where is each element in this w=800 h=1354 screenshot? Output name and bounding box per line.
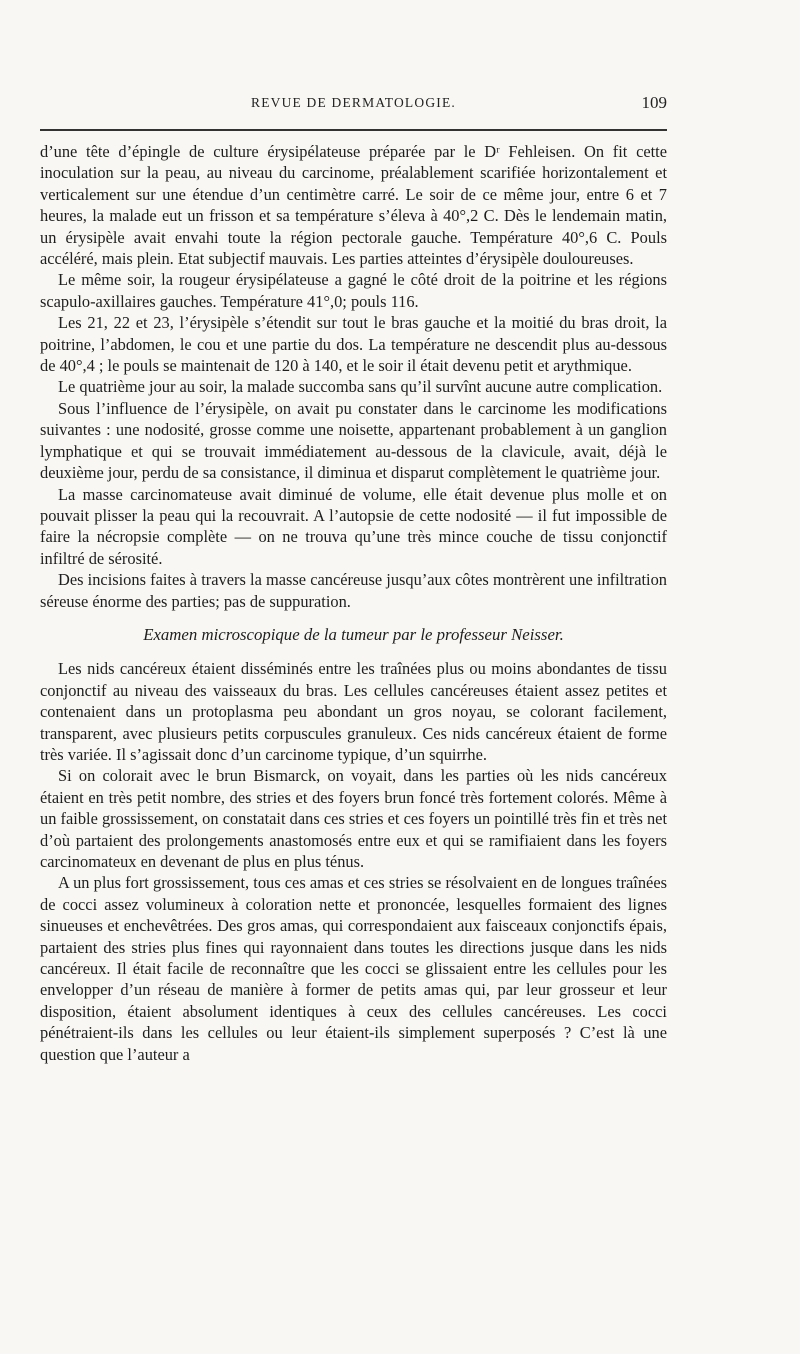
paragraph: Le quatrième jour au soir, la malade succomba sans qu’il survînt aucune autre complication. xyxy=(58,377,663,397)
paragraph: A un plus fort grossissement, tous ces amas et ces stries se résolvaient en de longues traînées de cocci assez volumineux à coloration nette et prononcée, lesquelles formaient des lignes sinueuses et enchevêtrées. Des gros amas, qui correspondaient aux faisceaux conjonctifs épais, partaient des stries plus fines qui rayonnaient dans toutes les directions jusque dans les nids cancéreux. Il était facile de reconnaître que les cocci se glissaient entre les cellules pour les envelopper d’un réseau de manière à former de petits amas qui, par leur grosseur et leur disposition, étaient absolument identiques à ceux des cellules cancéreuses. Les cocci pénétraient-ils dans les cellules ou leur étaient-ils simplement superposés ? C’est là une question que l’auteur a xyxy=(40,873,667,1064)
page-number: 109 xyxy=(641,93,667,112)
paragraph: Les 21, 22 et 23, l’érysipèle s’étendit sur tout le bras gauche et la moitié du bras droit, la poitrine, l’abdomen, le cou et une partie du dos. La température ne descendit plus au-dessous de 40°,4 ; le pouls se maintenait de 120 à 140, et le soir il était devenu petit et arythmique. xyxy=(40,313,667,376)
section-heading: Examen microscopique de la tumeur par le professeur Neisser. xyxy=(143,624,564,644)
paragraph: d’une tête d’épingle de culture érysipélateuse préparée par le Dʳ Fehleisen. On fit cette inoculation sur la peau, au niveau du carcinome, préalablement scarifiée horizontalement et verticalement sur une étendue d’un centimètre carré. Le soir de ce même jour, entre 6 et 7 heures, la malade eut un frisson et sa température s’éleva à 40°,2 C. Dès le lendemain matin, un érysipèle avait envahi toute la région pectorale gauche. Température 40°,6 C. Pouls accéléré, mais plein. Etat subjectif mauvais. Les parties atteintes d’érysipèle douloureuses. xyxy=(40,142,667,269)
running-header xyxy=(40,93,667,117)
body-text xyxy=(40,141,667,1065)
paragraph: Le même soir, la rougeur érysipélateuse a gagné le côté droit de la poitrine et les régions scapulo-axillaires gauches. Température 41°,0; pouls 116. xyxy=(40,270,667,311)
paragraph: Sous l’influence de l’érysipèle, on avait pu constater dans le carcinome les modifications suivantes : une nodosité, grosse comme une noisette, appartenant probablement à un ganglion lymphatique et qui se trouvait immédiatement au-dessous de la clavicule, avait, déjà le deuxième jour, perdu de sa consistance, il diminua et disparut complètement le quatrième jour. xyxy=(40,398,667,483)
paragraph: Des incisions faites à travers la masse cancéreuse jusqu’aux côtes montrèrent une infiltration séreuse énorme des parties; pas de suppuration. xyxy=(40,570,667,611)
paragraph: Si on colorait avec le brun Bismarck, on voyait, dans les parties où les nids cancéreux étaient en très petit nombre, des stries et des foyers brun foncé très fortement colorés. Même à un faible grossissement, on constatait dans ces stries et ces foyers un pointillé très fin et très net d’où partaient des prolongements anastomosés entre eux et qui se ramifiaient dans les foyers carcinomateux en devenant de plus en plus ténus. xyxy=(40,766,667,871)
paragraph: Les nids cancéreux étaient disséminés entre les traînées plus ou moins abondantes de tissu conjonctif au niveau des vaisseaux du bras. Les cellules cancéreuses étaient assez petites et contenaient dans un protoplasma peu abondant un gros noyau, se colorant facilement, transparent, avec plusieurs petits corpuscules granuleux. Ces nids cancéreux étaient de forme très variée. Il s’agissait donc d’un carcinome typique, d’un squirrhe. xyxy=(40,659,667,764)
paragraph: La masse carcinomateuse avait diminué de volume, elle était devenue plus molle et on pouvait plisser la peau qui la recouvrait. A l’autopsie de cette nodosité — il fut impossible de faire la nécropsie complète — on ne trouva qu’une très mince couche de tissu conjonctif infiltré de sérosité. xyxy=(40,484,667,568)
running-title: REVUE DE DERMATOLOGIE. xyxy=(250,95,456,110)
header-rule xyxy=(40,129,667,131)
